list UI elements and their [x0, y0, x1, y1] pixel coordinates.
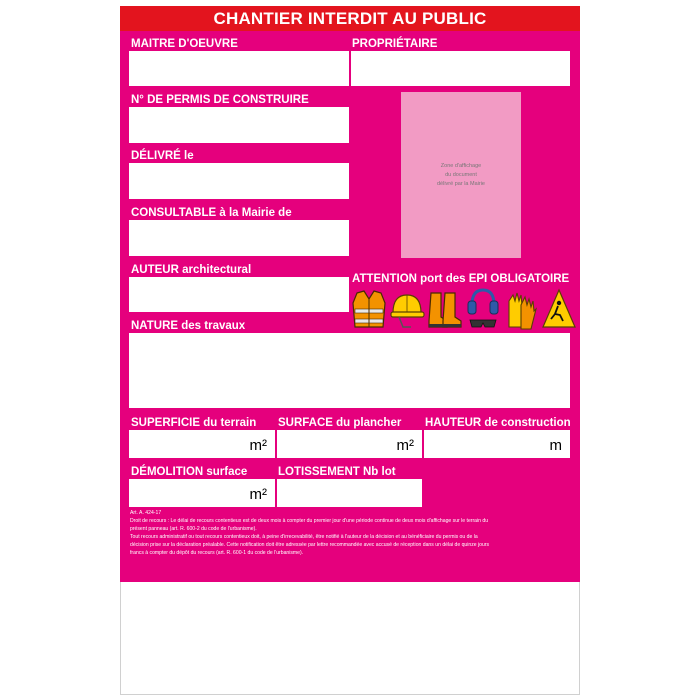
superficie-unit: m² — [249, 437, 267, 454]
consultable-label: CONSULTABLE à la Mairie de — [131, 207, 292, 219]
epi-warning-title: ATTENTION port des EPI OBLIGATOIRE — [352, 273, 570, 285]
surface-unit: m² — [396, 437, 414, 454]
document-zone-caption: Zone d'affichage du document délivré par la Mairie — [437, 163, 485, 187]
legal-line: francs à compter du dépôt du recours (art. R. 600-1 du code de l'urbanisme). — [130, 549, 304, 556]
legal-line: présent panneau (art. R. 600-2 du code de l'urbanisme). — [130, 525, 257, 532]
maitre-oeuvre-field[interactable] — [129, 51, 349, 86]
hard-hat-icon — [389, 287, 425, 331]
document-display-zone — [401, 92, 521, 258]
legal-line: Tout recours administratif ou tout recours contentieux doit, à peine d'irrecevabilité, être notifié à l'auteur de la décision et au bénéficiaire du permis ou de la — [130, 533, 478, 540]
lotissement-field[interactable] — [277, 479, 422, 507]
safety-vest-icon — [351, 287, 387, 331]
permis-field[interactable] — [129, 107, 349, 143]
epi-icons-row — [351, 287, 573, 331]
legal-line: Droit de recours : Le délai de recours contentieux est de deux mois à compter du premier jour d'une période continue de deux mois d'affichage sur le terrain du — [130, 517, 489, 524]
wet-floor-sign-icon — [541, 287, 577, 331]
auteur-label: AUTEUR architectural — [131, 264, 252, 276]
proprietaire-field[interactable] — [351, 51, 570, 86]
hauteur-unit: m — [549, 437, 562, 454]
auteur-field[interactable] — [129, 277, 349, 312]
legal-line: décision prise sur la déclaration préalable. Cette notification doit être adressée par lettre recommandée avec accusé de réception dans un délai de quinze jours — [130, 541, 490, 548]
nature-label: NATURE des travaux — [131, 320, 246, 332]
surface-label: SURFACE du plancher — [278, 417, 402, 429]
gloves-icon — [503, 287, 539, 331]
page-title: CHANTIER INTERDIT AU PUBLIC — [120, 6, 580, 31]
hauteur-field[interactable] — [424, 430, 570, 458]
maitre-oeuvre-label: MAITRE D'OEUVRE — [131, 38, 238, 50]
delivre-field[interactable] — [129, 163, 349, 199]
delivre-label: DÉLIVRÉ le — [131, 150, 194, 162]
hauteur-label: HAUTEUR de construction — [425, 417, 571, 429]
consultable-field[interactable] — [129, 220, 349, 256]
nature-field[interactable] — [129, 333, 570, 408]
superficie-field[interactable] — [129, 430, 275, 458]
demolition-unit: m² — [249, 486, 267, 503]
ear-protection-glasses-icon — [465, 287, 501, 331]
superficie-label: SUPERFICIE du terrain — [131, 417, 257, 429]
legal-notice — [130, 510, 570, 557]
surface-field[interactable] — [277, 430, 422, 458]
demolition-label: DÉMOLITION surface — [131, 466, 248, 478]
proprietaire-label: PROPRIÉTAIRE — [352, 38, 438, 50]
safety-boots-icon — [427, 287, 463, 331]
lotissement-label: LOTISSEMENT Nb lot — [278, 466, 396, 478]
legal-article-ref: Art. A. 424-17 — [130, 510, 162, 516]
permis-label: N° DE PERMIS DE CONSTRUIRE — [131, 94, 309, 106]
demolition-field[interactable] — [129, 479, 275, 507]
